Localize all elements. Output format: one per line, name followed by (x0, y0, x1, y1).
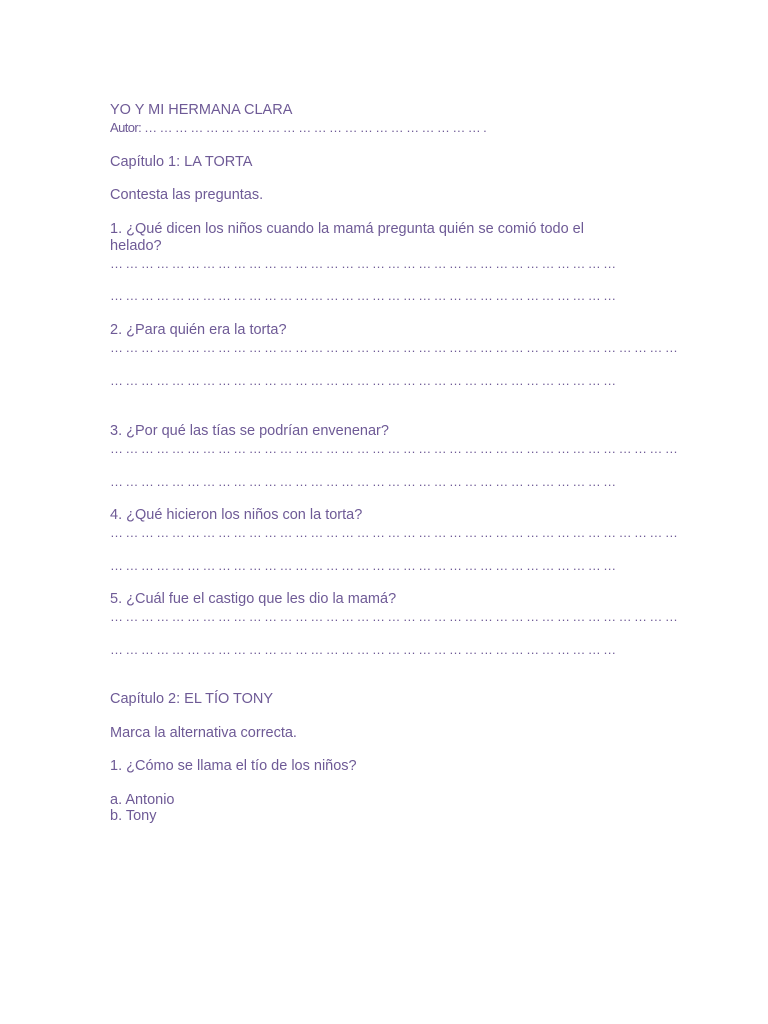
document-title: YO Y MI HERMANA CLARA (110, 102, 293, 118)
chapter2-instruction: Marca la alternativa correcta. (110, 725, 297, 741)
question-1-line1: 1. ¿Qué dicen los niños cuando la mamá pregunta quién se comió todo el (110, 221, 584, 237)
option-a: a. Antonio (110, 792, 175, 808)
option-b: b. Tony (110, 808, 157, 824)
answer-line-1a: … … … … … … … … … … … … … … … … … … … … … … … … … … … … … … … … … (110, 256, 616, 271)
chapter2-heading: Capítulo 2: EL TÍO TONY (110, 691, 274, 707)
author-line: Autor: … … … … … … … … … … … … … … … … … … … … … … . (110, 120, 487, 135)
question-5: 5. ¿Cuál fue el castigo que les dio la mamá? (110, 591, 397, 607)
answer-line-2b: … … … … … … … … … … … … … … … … … … … … … … … … … … … … … … … … … (110, 373, 616, 388)
chapter1-instruction: Contesta las preguntas. (110, 187, 264, 203)
answer-line-5a: … … … … … … … … … … … … … … … … … … … … … … … … … … … … … … … … … … … … … (110, 609, 678, 624)
answer-line-5b: … … … … … … … … … … … … … … … … … … … … … … … … … … … … … … … … … (110, 642, 616, 657)
answer-line-3b: … … … … … … … … … … … … … … … … … … … … … … … … … … … … … … … … … (110, 474, 616, 489)
question-2: 2. ¿Para quién era la torta? (110, 322, 287, 338)
answer-line-4a: … … … … … … … … … … … … … … … … … … … … … … … … … … … … … … … … … … … … … (110, 525, 678, 540)
answer-line-4b: … … … … … … … … … … … … … … … … … … … … … … … … … … … … … … … … … (110, 558, 616, 573)
answer-line-1b: … … … … … … … … … … … … … … … … … … … … … … … … … … … … … … … … … (110, 288, 616, 303)
question-4: 4. ¿Qué hicieron los niños con la torta? (110, 507, 363, 523)
question-1-line2: helado? (110, 238, 162, 254)
chapter2-question-1: 1. ¿Cómo se llama el tío de los niños? (110, 758, 357, 774)
answer-line-3a: … … … … … … … … … … … … … … … … … … … … … … … … … … … … … … … … … … … … … (110, 441, 678, 456)
answer-line-2a: … … … … … … … … … … … … … … … … … … … … … … … … … … … … … … … … … … … … … (110, 340, 678, 355)
chapter1-heading: Capítulo 1: LA TORTA (110, 154, 253, 170)
question-3: 3. ¿Por qué las tías se podrían envenenar? (110, 423, 389, 439)
